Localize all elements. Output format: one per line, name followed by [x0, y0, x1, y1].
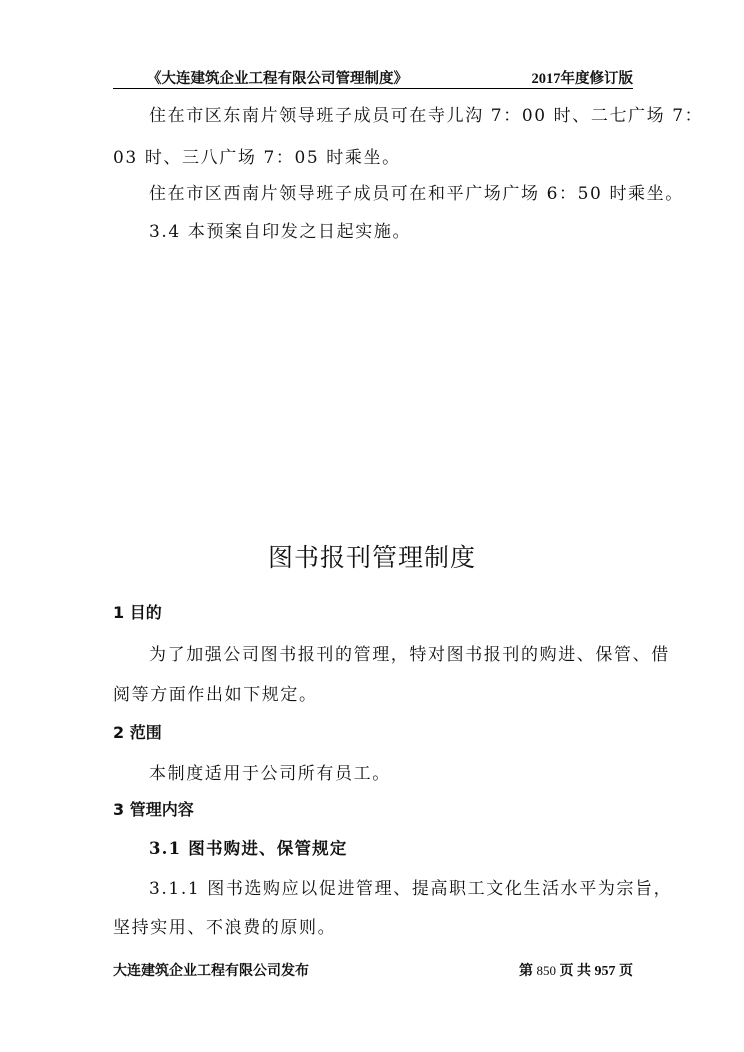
paragraph-book-selection-line1: 3.1.1 图书选购应以促进管理、提高职工文化生活水平为宗旨，: [149, 879, 673, 899]
paragraph-southeast-line1: 住在市区东南片领导班子成员可在寺儿沟 7：00 时、二七广场 7：: [149, 106, 704, 126]
heading-scope: 2 范围: [113, 723, 162, 742]
section-title: 图书报刊管理制度: [267, 543, 476, 572]
paragraph-purpose-line2: 阅等方面作出如下规定。: [113, 685, 318, 705]
heading-purpose: 1 目的: [113, 603, 162, 622]
header-document-title: 《大连建筑企业工程有限公司管理制度》: [147, 70, 408, 87]
paragraph-book-selection-line2: 坚持实用、不浪费的原则。: [113, 918, 337, 938]
paragraph-effective-date: 3.4 本预案自印发之日起实施。: [149, 222, 412, 242]
paragraph-southwest: 住在市区西南片领导班子成员可在和平广场广场 6：50 时乘坐。: [149, 184, 684, 204]
page-current: 850: [536, 963, 556, 978]
header-edition: 2017年度修订版: [531, 71, 633, 87]
page-total: 957: [594, 964, 616, 979]
page-prefix: 第: [519, 964, 533, 979]
paragraph-scope: 本制度适用于公司所有员工。: [149, 764, 391, 784]
page-mid: 页 共: [559, 964, 591, 979]
footer-publisher: 大连建筑企业工程有限公司发布: [113, 963, 309, 979]
paragraph-purpose-line1: 为了加强公司图书报刊的管理，特对图书报刊的购进、保管、借: [149, 645, 670, 665]
paragraph-southeast-line2: 03 时、三八广场 7：05 时乘坐。: [113, 148, 401, 168]
heading-management-content: 3 管理内容: [113, 800, 194, 819]
heading-book-purchase: 3.1 图书购进、保管规定: [149, 839, 348, 858]
page-header: [113, 64, 633, 89]
footer-page-number: [519, 960, 633, 980]
page-suffix: 页: [619, 964, 633, 979]
